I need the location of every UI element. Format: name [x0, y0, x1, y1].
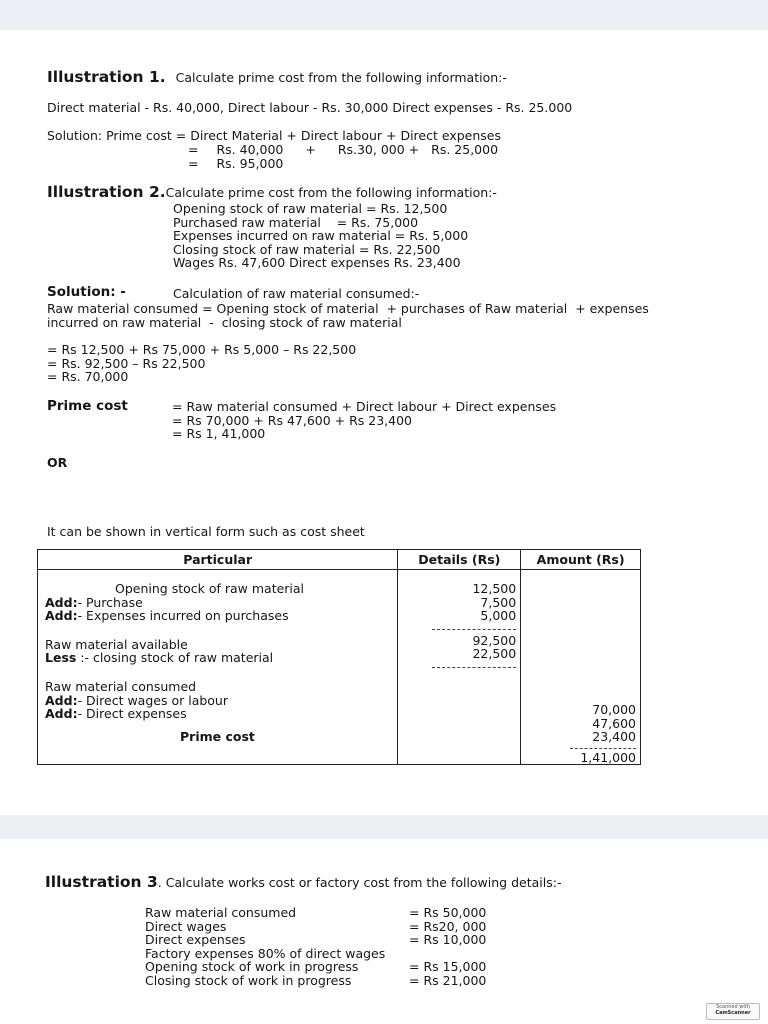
calc-step: = Rs 1, 41,000	[172, 426, 266, 442]
detail-value: 7,500	[480, 594, 517, 610]
given-line: Wages Rs. 47,600 Direct expenses Rs. 23,400	[173, 255, 461, 271]
item-value: = Rs 50,000	[409, 905, 487, 920]
particular-prefix: Add:	[45, 706, 78, 722]
particular-line	[45, 609, 397, 623]
prime-cost-formula: = Direct Material + Direct labour + Direct expenses	[175, 128, 501, 143]
particular-line	[45, 638, 397, 652]
item-label: Direct expenses	[145, 932, 246, 948]
illustration-1-prompt: Calculate prime cost from the following information:-	[175, 70, 507, 85]
illustration-1-title: Illustration 1.	[47, 68, 166, 86]
step-value: Rs.30, 000 +	[337, 142, 420, 157]
particular-prefix: Less	[45, 650, 77, 666]
illustration-3-labels	[145, 906, 385, 988]
item-label: Factory expenses 80% of direct wages	[145, 945, 386, 961]
particular-line	[45, 694, 397, 708]
subtotal-dashed-line	[432, 667, 516, 668]
item-value	[409, 947, 486, 961]
particular-text: - Direct expenses	[77, 706, 187, 722]
particular-text: Opening stock of raw material	[115, 581, 305, 596]
item-value: = Rs 21,000	[409, 972, 487, 988]
particular-text: :- closing stock of raw material	[76, 650, 274, 666]
equals-sign: =	[188, 142, 199, 157]
badge-caption: Scanned with	[716, 1004, 750, 1010]
illustration-2-prompt: Calculate prime cost from the following information:-	[165, 185, 497, 200]
cost-sheet-body-row	[38, 570, 641, 765]
given-line: Purchased raw material = Rs. 75,000	[173, 214, 419, 230]
detail-value: 92,500	[472, 632, 517, 648]
details-cell	[398, 570, 521, 765]
calc-step: = Raw material consumed + Direct labour + Direct expenses	[172, 399, 557, 414]
illustration-1-heading	[47, 68, 507, 86]
calculation-title: Calculation of raw material consumed:-	[173, 286, 420, 301]
amount-value: 23,400	[592, 729, 636, 745]
calc-step: = Rs 70,000 + Rs 47,600 + Rs 23,400	[172, 412, 413, 428]
given-line: Expenses incurred on raw material = Rs. 5,000	[173, 228, 469, 244]
illustration-1-given: Direct material - Rs. 40,000, Direct labour - Rs. 30,000 Direct expenses - Rs. 25.000	[47, 100, 573, 115]
particular-line	[45, 707, 397, 721]
item-label: Closing stock of work in progress	[145, 972, 352, 988]
item-label: Opening stock of work in progress	[145, 959, 359, 975]
header-particular: Particular	[38, 550, 398, 570]
header-amount: Amount (Rs)	[521, 550, 641, 570]
particular-prefix: Add:	[45, 608, 78, 624]
calc-step: = Rs. 70,000	[47, 369, 129, 385]
raw-material-definition-1: Raw material consumed = Opening stock of material + purchases of Raw material + expenses	[47, 301, 649, 316]
amount-value: 47,600	[592, 715, 636, 731]
particular-text: - Purchase	[77, 594, 143, 610]
particular-line	[45, 596, 397, 610]
given-line: Opening stock of raw material = Rs. 12,500	[173, 201, 448, 216]
illustration-1-step-2	[188, 156, 283, 171]
raw-material-definition-2: incurred on raw material - closing stock of raw material	[47, 315, 402, 330]
total-dashed-line	[570, 748, 636, 749]
illustration-2-given	[173, 202, 468, 270]
illustration-2-heading	[47, 183, 497, 201]
illustration-1-solution	[47, 128, 501, 143]
illustration-3-values	[409, 906, 486, 988]
amount-cell	[521, 570, 641, 765]
raw-material-steps	[47, 343, 356, 384]
particular-text: - Expenses incurred on purchases	[77, 608, 289, 624]
particular-prefix: Add:	[45, 692, 78, 708]
badge-brand: CamScanner	[715, 1010, 751, 1016]
prime-cost-total-label: Prime cost	[180, 728, 255, 744]
vertical-form-intro: It can be shown in vertical form such as cost sheet	[47, 524, 365, 539]
particulars-cell	[38, 570, 398, 765]
solution-label: Solution: Prime cost	[47, 128, 172, 143]
step-value: Rs. 40,000	[216, 142, 284, 157]
prime-cost-steps	[172, 400, 556, 441]
prime-cost-label: Prime cost	[47, 398, 128, 414]
page-break-gap	[0, 815, 768, 839]
header-details: Details (Rs)	[398, 550, 521, 570]
equals-sign: =	[188, 156, 199, 171]
particular-text: - Direct wages or labour	[77, 692, 228, 708]
illustration-2-solution-row	[47, 284, 420, 301]
given-line: Closing stock of raw material = Rs. 22,500	[173, 241, 441, 257]
solution-label: Solution: -	[47, 284, 126, 300]
item-label: Direct wages	[145, 918, 227, 934]
particular-line	[45, 582, 397, 596]
particular-line	[45, 680, 397, 694]
illustration-1-step-1	[188, 142, 498, 157]
illustration-3-heading	[45, 873, 561, 891]
detail-value: 12,500	[472, 581, 517, 596]
calc-step: = Rs 12,500 + Rs 75,000 + Rs 5,000 – Rs 22,500	[47, 342, 357, 357]
step-value: Rs. 95,000	[216, 156, 284, 171]
calc-step: = Rs. 92,500 – Rs 22,500	[47, 355, 206, 371]
item-value: = Rs20, 000	[409, 918, 487, 934]
particular-text: Raw material available	[45, 636, 188, 652]
plus-sign: +	[305, 142, 316, 157]
total-amount: 1,41,000	[580, 749, 636, 765]
amount-value: 70,000	[592, 702, 636, 717]
cost-sheet-header-row	[38, 550, 641, 570]
top-page-gap	[0, 0, 768, 30]
item-label: Raw material consumed	[145, 905, 297, 920]
particular-line	[45, 651, 397, 665]
illustration-2-title: Illustration 2.	[47, 183, 166, 201]
particular-text: Raw material consumed	[45, 678, 197, 694]
particular-prefix: Add:	[45, 594, 78, 610]
step-value: Rs. 25,000	[431, 142, 499, 157]
item-value: = Rs 15,000	[409, 959, 487, 975]
or-label: OR	[47, 455, 68, 470]
item-value: = Rs 10,000	[409, 932, 487, 948]
camscanner-badge	[706, 1003, 760, 1020]
cost-sheet-table	[37, 549, 641, 765]
detail-value: 5,000	[480, 608, 517, 624]
illustration-3-prompt: . Calculate works cost or factory cost from the following details:-	[157, 875, 562, 890]
illustration-3-title: Illustration 3	[45, 873, 158, 891]
detail-value: 22,500	[472, 646, 517, 662]
